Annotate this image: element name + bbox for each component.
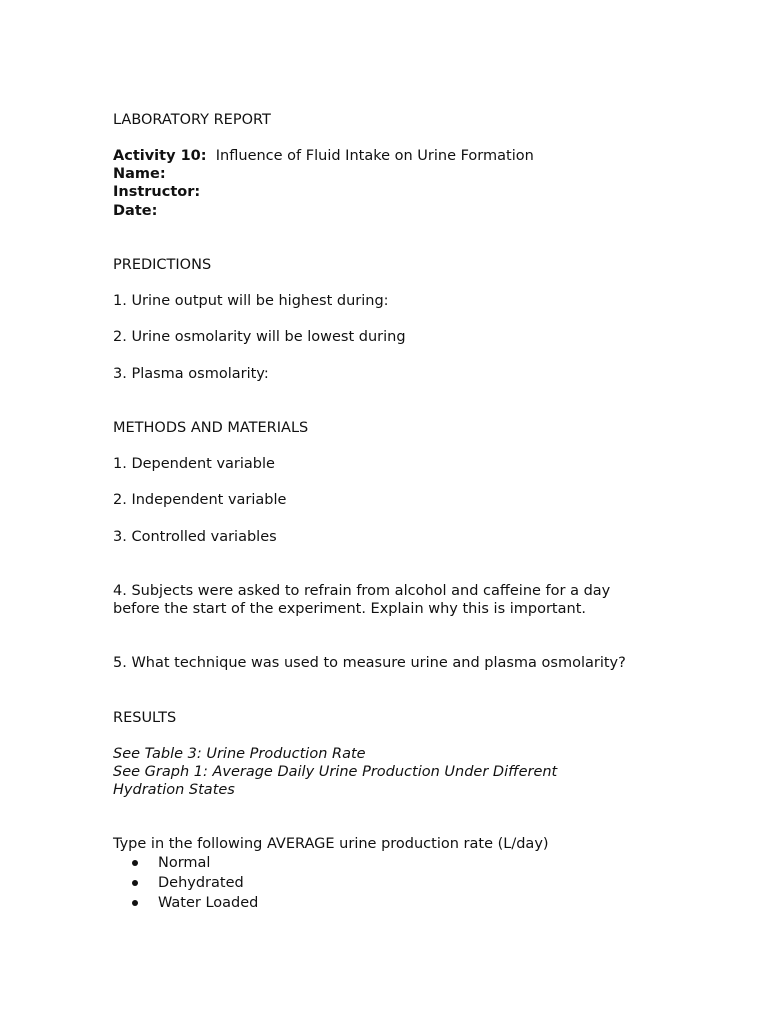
see-table-reference: See Table 3: Urine Production Rate [113,746,366,762]
activity-title: Influence of Fluid Intake on Urine Formation [215,148,534,164]
list-item [113,873,258,893]
prediction-item-3: 3. Plasma osmolarity: [113,366,269,382]
bullet-icon [132,900,138,906]
activity-line [113,147,534,165]
name-label: Name: [113,166,166,182]
methods-item-2: 2. Independent variable [113,492,287,508]
results-heading: RESULTS [113,710,177,726]
activity-label: Activity 10: [113,148,207,164]
date-label: Date: [113,203,158,219]
prediction-item-2: 2. Urine osmolarity will be lowest during [113,329,406,345]
bullet-icon [132,860,138,866]
predictions-heading: PREDICTIONS [113,257,212,273]
list-item-label: Dehydrated [158,875,244,891]
methods-item-3: 3. Controlled variables [113,529,277,545]
bullet-icon [132,880,138,886]
methods-item-5: 5. What technique was used to measure urine and plasma osmolarity? [113,655,626,671]
see-graph-reference: See Graph 1: Average Daily Urine Production Under Different Hydration States [113,764,558,798]
results-instruction: Type in the following AVERAGE urine production rate (L/day) [113,836,549,852]
instructor-label: Instructor: [113,184,201,200]
list-item-label: Normal [158,855,211,871]
methods-item-1: 1. Dependent variable [113,456,275,472]
methods-heading: METHODS AND MATERIALS [113,420,309,436]
list-item [113,853,258,873]
list-item-label: Water Loaded [158,895,259,911]
prediction-item-1: 1. Urine output will be highest during: [113,293,389,309]
report-title: LABORATORY REPORT [113,112,271,128]
methods-item-4: 4. Subjects were asked to refrain from alcohol and caffeine for a day before the start of the experiment. Explain why this is important. [113,583,611,617]
list-item [113,893,258,913]
production-rate-list [113,853,258,913]
